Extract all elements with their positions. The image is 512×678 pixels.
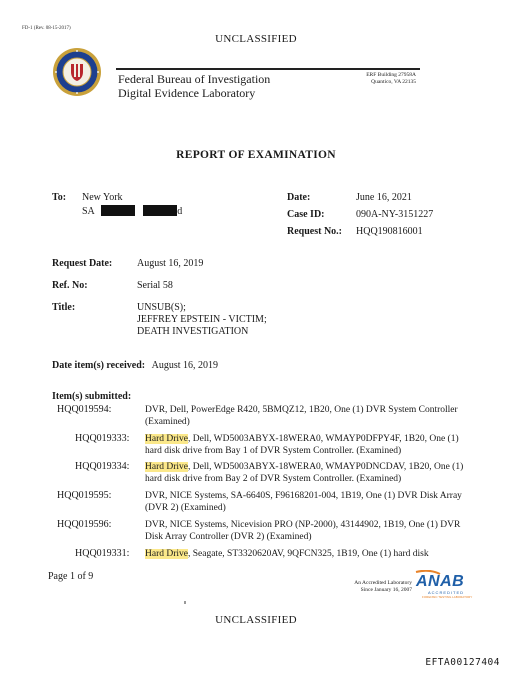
- ref-no-label: Ref. No:: [52, 280, 88, 291]
- items-label: Item(s) submitted:: [52, 391, 132, 402]
- item-id: HQQ019331:: [75, 548, 130, 559]
- recipient-prefix: SA: [82, 206, 95, 217]
- request-date-value: August 16, 2019: [137, 258, 204, 269]
- item-description: DVR, Dell, PowerEdge R420, 5BMQZ12, 1B20, One (1) DVR System Controller (Examined): [145, 405, 458, 427]
- item-description: DVR, NICE Systems, SA-6640S, F96168201-004, 1B19, One (1) DVR Disk Array (DVR 2) (Examined): [145, 491, 462, 513]
- ref-no-value: Serial 58: [137, 280, 173, 291]
- item-highlight: Hard Drive: [145, 434, 188, 444]
- request-date-label: Request Date:: [52, 258, 113, 269]
- title-value: [137, 302, 267, 338]
- agency-line-2: Digital Evidence Laboratory: [118, 86, 256, 100]
- item-highlight: Hard Drive: [145, 549, 188, 559]
- to-recipient: [82, 205, 182, 217]
- item-description: Hard Drive, Dell, WD5003ABYX-18WERA0, WMAYP0DFPY4F, 1B20, One (1) hard disk drive from Bay 1 of DVR System Controller. (Examined): [145, 434, 459, 456]
- title-line-2: JEFFREY EPSTEIN - VICTIM;: [137, 314, 267, 325]
- item-id: HQQ019333:: [75, 433, 130, 444]
- item-description: DVR, NICE Systems, Nicevision PRO (NP-2000), 43144902, 1B19, One (1) DVR Disk Array Controller (DVR 2) (Examined): [145, 520, 461, 542]
- date-label: Date:: [287, 192, 311, 203]
- accreditation-text: [320, 580, 412, 594]
- redaction-box: [143, 205, 177, 216]
- date-received-value: August 16, 2019: [151, 360, 219, 371]
- page-number: Page 1 of 9: [48, 571, 94, 582]
- form-code: FD-1 (Rev. 08-15-2017): [22, 26, 71, 31]
- item-description: Hard Drive, Dell, WD5003ABYX-18WERA0, WMAYP0DNCDAV, 1B20, One (1) hard disk drive from Bay 2 of DVR System Controller. (Examined): [145, 462, 464, 484]
- address-line-2: Quantico, VA 22135: [371, 79, 416, 85]
- accreditation-line-1: An Accredited Laboratory: [354, 580, 412, 586]
- header-rule: [116, 68, 420, 70]
- agency-address: [356, 72, 416, 86]
- item-id: HQQ019596:: [57, 519, 112, 530]
- case-id-label: Case ID:: [287, 209, 325, 220]
- date-value: June 16, 2021: [356, 192, 412, 203]
- redaction-box: [101, 205, 135, 216]
- agency-name: [118, 72, 270, 100]
- address-line-1: ERF Building 27958A: [366, 72, 416, 78]
- request-no-value: HQQ190816001: [356, 226, 423, 237]
- anab-sub: ACCREDITED: [428, 590, 465, 595]
- document-id: EFTA00127404: [425, 657, 500, 668]
- accreditation-line-2: Since January 16, 2007: [360, 587, 412, 593]
- anab-mark: ANAB: [416, 573, 465, 590]
- classification-top: UNCLASSIFIED: [215, 33, 297, 45]
- date-received-label: Date item(s) received:: [52, 360, 146, 371]
- date-received: [52, 360, 218, 371]
- item-description: Hard Drive, Seagate, ST3320620AV, 9QFCN325, 1B19, One (1) hard disk: [145, 549, 429, 559]
- anab-small: FORENSIC TESTING LABORATORY: [422, 595, 473, 599]
- item-id: HQQ019594:: [57, 404, 112, 415]
- item-id: HQQ019334:: [75, 461, 130, 472]
- fbi-seal-icon: [52, 47, 102, 97]
- title-label: Title:: [52, 302, 76, 313]
- title-line-3: DEATH INVESTIGATION: [137, 326, 249, 337]
- item-highlight: Hard Drive: [145, 462, 188, 472]
- case-id-value: 090A-NY-3151227: [356, 209, 434, 220]
- agency-line-1: Federal Bureau of Investigation: [118, 72, 271, 86]
- item-id: HQQ019595:: [57, 490, 112, 501]
- classification-bottom: UNCLASSIFIED: [215, 614, 297, 626]
- anab-logo-icon: [414, 570, 473, 600]
- recipient-suffix: d: [177, 206, 183, 217]
- report-title: REPORT OF EXAMINATION: [176, 149, 336, 161]
- request-no-label: Request No.:: [287, 226, 342, 237]
- scan-speck: [184, 601, 186, 604]
- to-label: To:: [52, 192, 67, 203]
- title-line-1: UNSUB(S);: [137, 302, 186, 313]
- to-office: New York: [82, 192, 123, 203]
